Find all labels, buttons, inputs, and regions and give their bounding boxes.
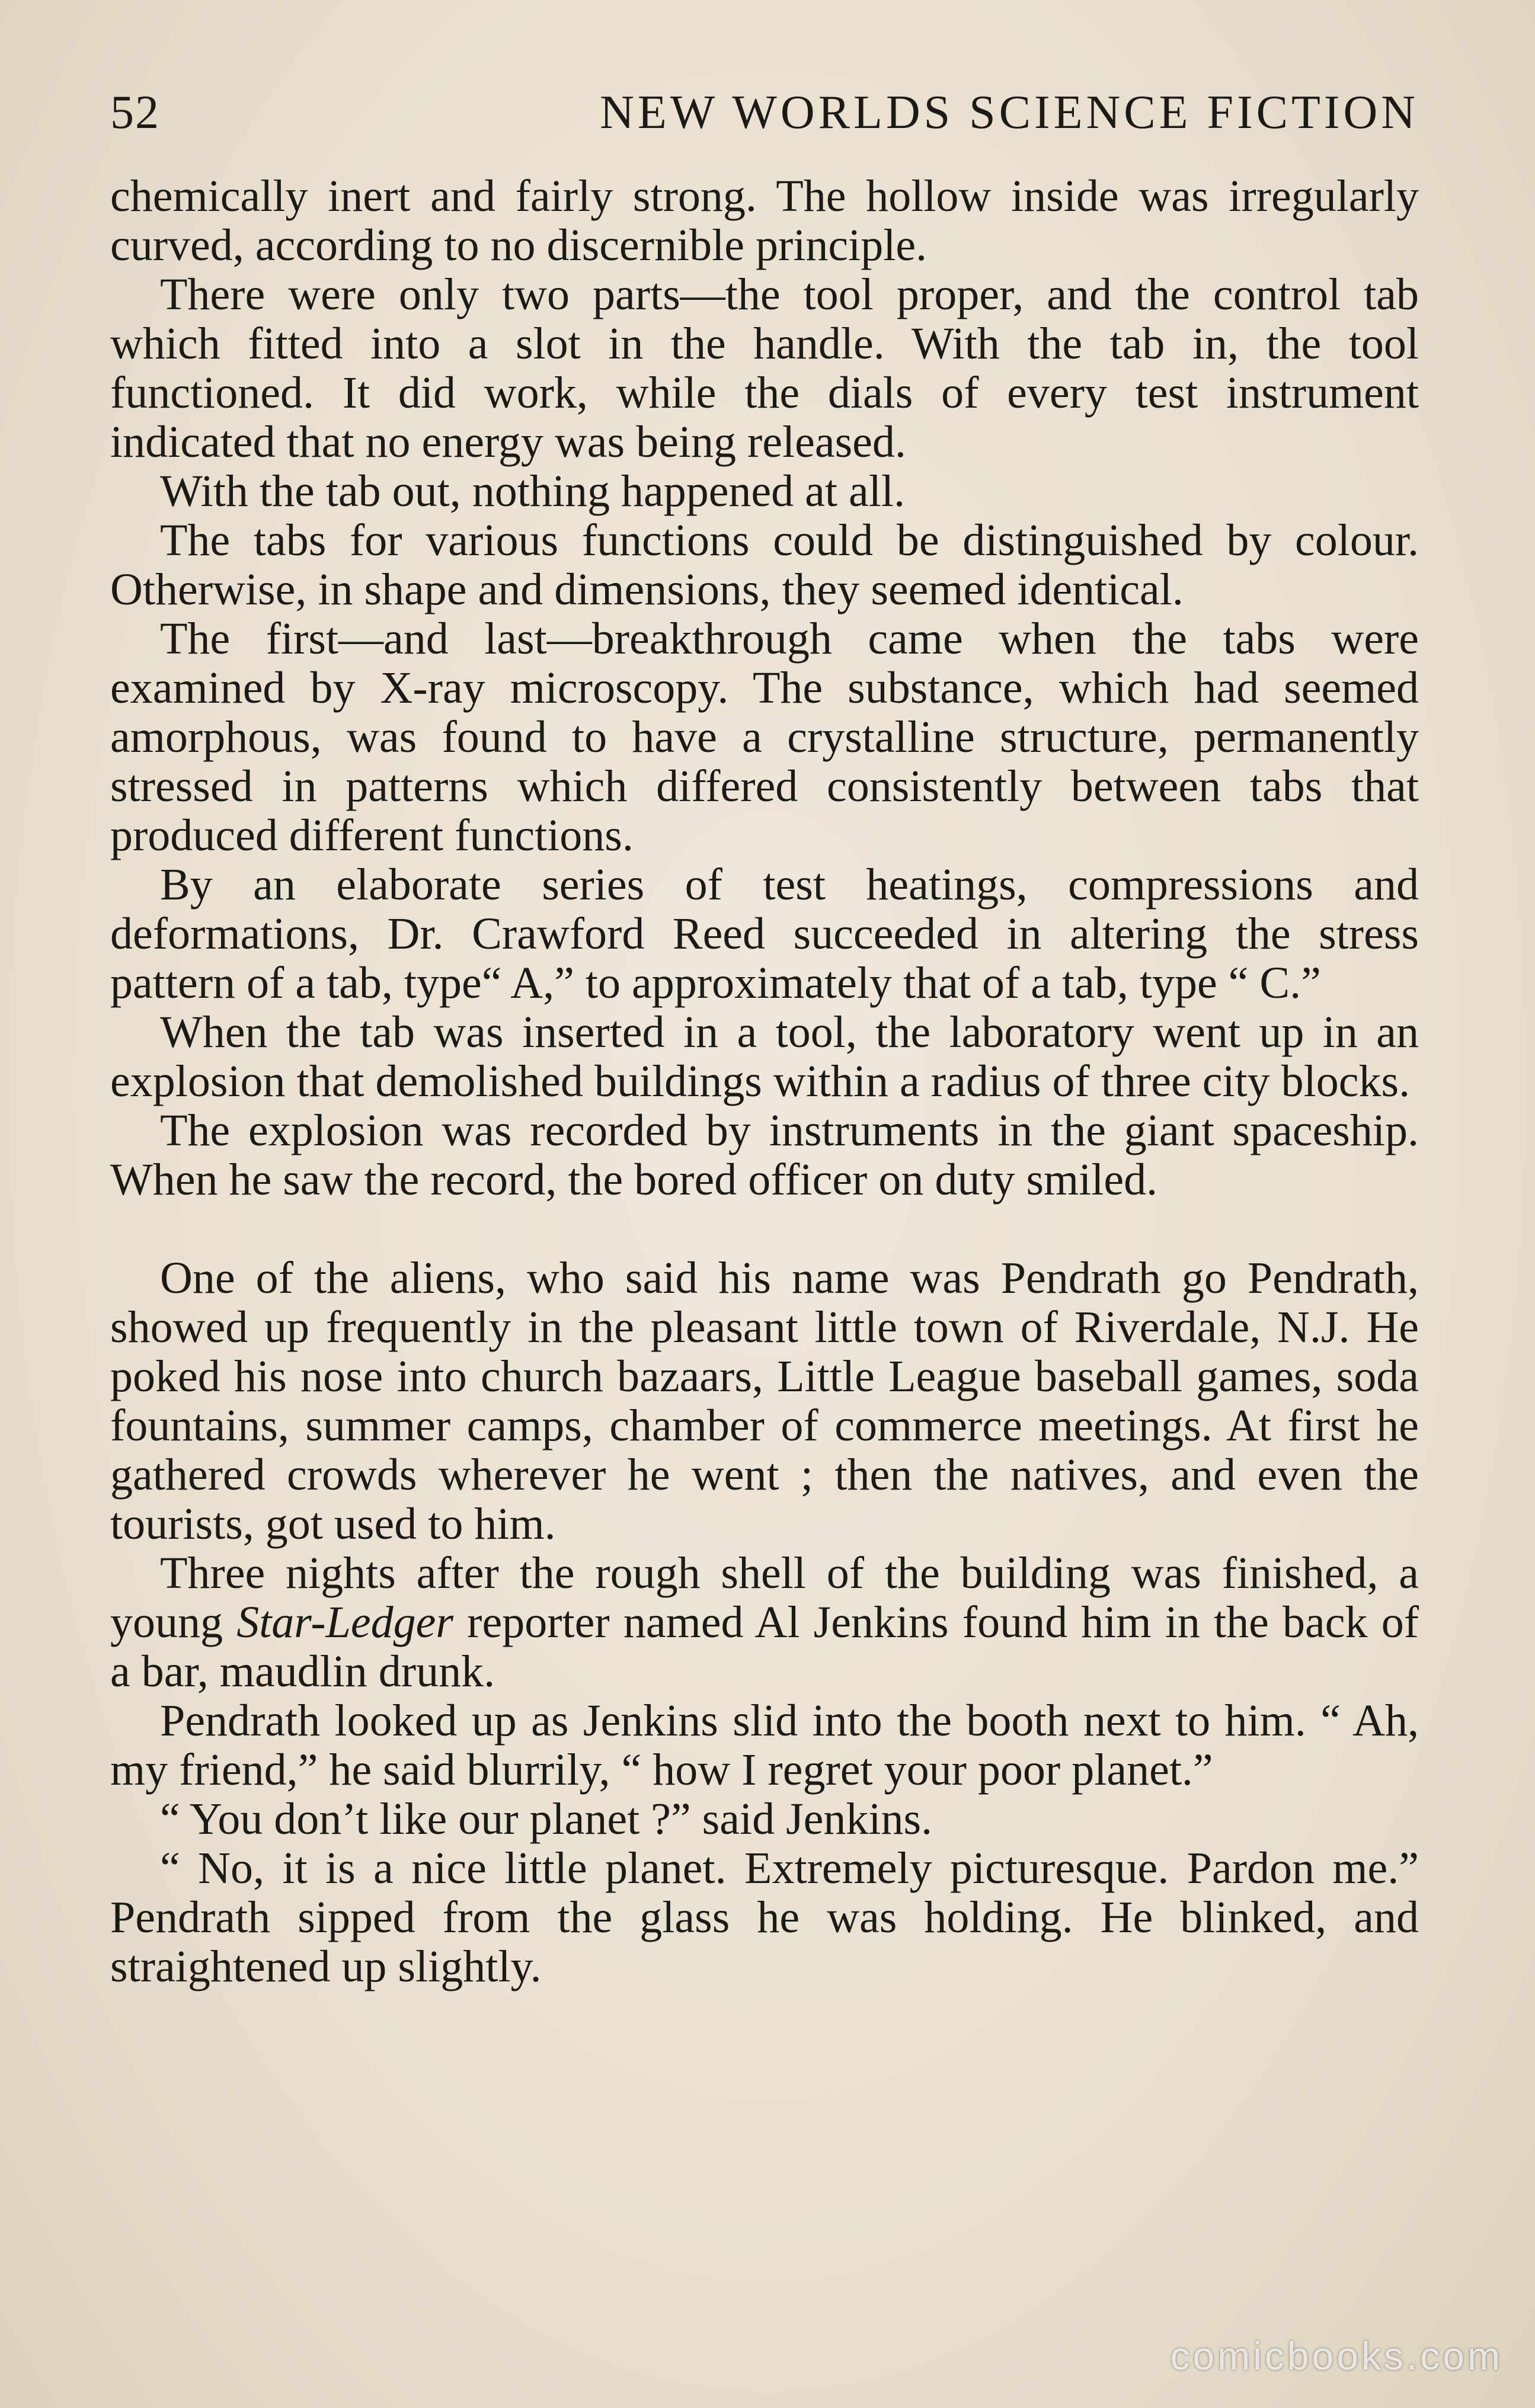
paragraph-three-nights — [110, 1549, 1419, 1696]
story-text — [110, 172, 1419, 1991]
paragraph-booth: Pendrath looked up as Jenkins slid into the booth next to him. “ Ah, my friend,” he said blurrily, “ how I regret your poor planet.” — [110, 1696, 1419, 1795]
paragraph-pendrath: One of the aliens, who said his name was Pendrath go Pendrath, showed up frequently in the pleasant little town of Riverdale, N.J. He poked his nose into church bazaars, Little League baseball games, soda fountains, summer camps, chamber of commerce meetings. At first he gathered crowds wherever he went ; then the natives, and even the tourists, got used to him. — [110, 1253, 1419, 1549]
paragraph-breakthrough: The first—and last—breakthrough came when the tabs were examined by X-ray microscopy. The substance, which had seemed amorphous, was found to have a crystalline structure, permanently stressed in patterns which differed consistently between tabs that produced different functions. — [110, 614, 1419, 860]
three-nights-text-start: Three nights after the rough shell of the building was finished, a young — [110, 1548, 1419, 1647]
paragraph-two-parts: There were only two parts—the tool proper, and the control tab which fitted into a slot in the handle. With the tab in, the tool functioned. It did work, while the dials of every test instrument indicated that no energy was being released. — [110, 270, 1419, 467]
journal-title: NEW WORLDS SCIENCE FICTION — [600, 87, 1419, 139]
paragraph-nice-planet: “ No, it is a nice little planet. Extremely picturesque. Pardon me.” Pendrath sipped from the glass he was holding. He blinked, and straightened up slightly. — [110, 1843, 1419, 1991]
running-head — [110, 83, 1419, 142]
paragraph-explosion: When the tab was inserted in a tool, the laboratory went up in an explosion that demolished buildings within a radius of three city blocks. — [110, 1007, 1419, 1106]
page-number: 52 — [110, 87, 160, 139]
paragraph-spaceship-record: The explosion was recorded by instruments in the giant spaceship. When he saw the record, the bored officer on duty smiled. — [110, 1106, 1419, 1205]
paragraph-continued: chemically inert and fairly strong. The hollow inside was irregularly curved, according to no discernible principle. — [110, 171, 1419, 270]
site-watermark: comicbooks.com — [1170, 2334, 1503, 2378]
paragraph-tab-colours: The tabs for various functions could be distinguished by colour. Otherwise, in shape and dimensions, they seemed identical. — [110, 515, 1419, 614]
paragraph-test-heatings: By an elaborate series of test heatings, compressions and deformations, Dr. Crawford Reed succeeded in altering the stress pattern of a tab, type“ A,” to approximately that of a tab, type “ C.” — [110, 860, 1419, 1008]
section-break — [110, 1205, 1419, 1254]
newspaper-name: Star-Ledger — [236, 1597, 453, 1647]
paragraph-jenkins-question: “ You don’t like our planet ?” said Jenkins. — [160, 1794, 933, 1844]
paragraph-tab-out: With the tab out, nothing happened at all. — [160, 466, 905, 516]
three-nights-text-end: reporter named Al Jenkins found him in the back of a bar, maudlin drunk. — [110, 1597, 1419, 1696]
